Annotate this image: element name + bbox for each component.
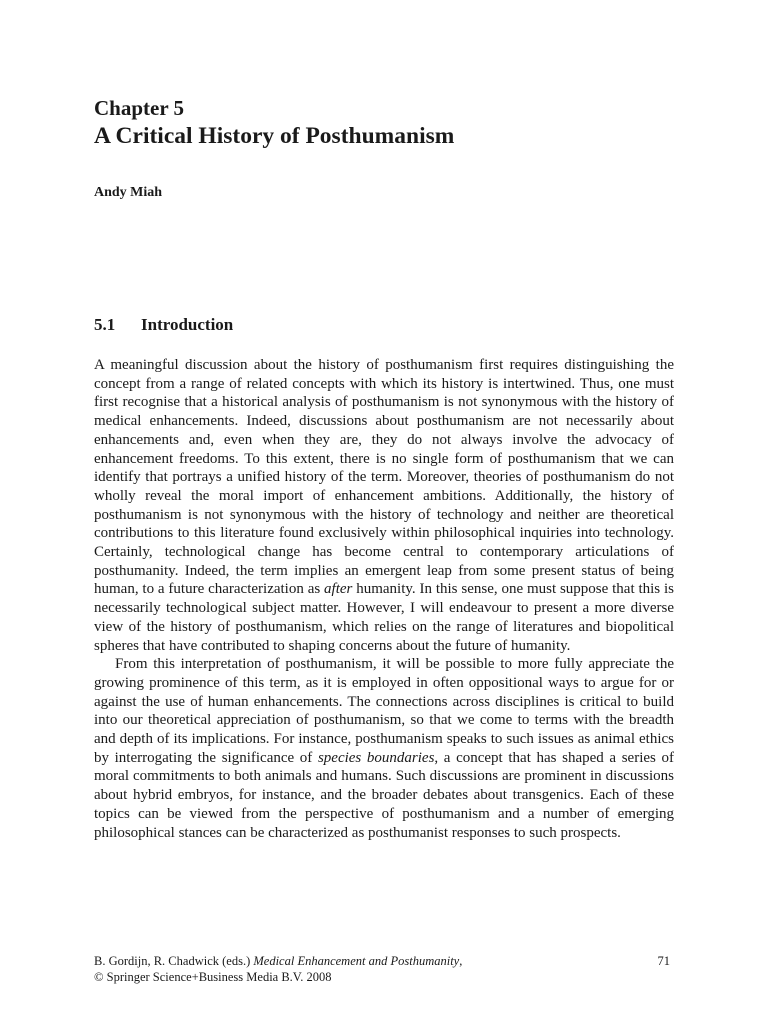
section-heading [94,314,233,336]
chapter-title: A Critical History of Posthumanism [94,123,455,149]
paragraph-1-part-a: A meaningful discussion about the history of posthumanism first requires distinguishing the concept from a range of related concepts with which its history is intertwined. Thus, one must first recognise that a historical analysis of posthumanism is not synonymous with the history of medical enhancements. Indeed, discussions about posthumanism are not necessarily about enhancements and, even when they are, they do not always involve the advocacy of enhancement freedoms. To this extent, there is no single form of posthumanism that we can identify that portrays a unified history of the term. Moreover, theories of posthumanism do not wholly reveal the moral import of enhancement ambitions. Additionally, the history of posthumanism is not synonymous with the history of technology and neither are theoretical contributions to this literature found exclusively within philosophical inquiries into technology. Certainly, technological change has become central to contemporary articulations of posthumanity. Indeed, the term implies an emergent leap from some present status of being human, to a future characterization as [94,357,674,598]
footer-book-title: Medical Enhancement and Posthumanity [253,954,460,968]
paragraph-2-emphasis: species boundaries [317,749,435,766]
book-page [94,0,674,1024]
footer-editors: B. Gordijn, R. Chadwick (eds.) [94,954,254,968]
page-footer [94,953,674,985]
footer-comma: , [459,954,463,968]
footer-citation [94,953,674,969]
paragraph-2-part-a: From this interpretation of posthumanism, it will be possible to more fully appreciate the growing prominence of this term, as it is employed in often oppositional ways to argue for or against the use of human enhancements. The connections across disciplines is critical to build into our theoretical appreciation of posthumanism, so that we come to terms with the breadth and depth of its implications. For instance, posthumanism speaks to such issues as animal ethics by interrogating the significance of [94,656,674,766]
page-number: 71 [657,954,670,968]
section-title: Introduction [141,315,234,334]
chapter-label: Chapter 5 [94,96,185,120]
paragraph-2 [94,655,674,842]
paragraph-2-part-b: , a concept that has shaped a series of moral commitments to both animals and humans. Such discussions are prominent in discussions about hybrid embryos, for instance, and the broader debates about transgenics. Each of these topics can be viewed from the perspective of posthumanism and a number of emerging philosophical stances can be characterized as posthumanist responses to such prospects. [94,749,674,841]
body-text [94,356,674,842]
paragraph-1-part-b: humanity. In this sense, one must suppose that this is necessarily technological subject matter. However, I will endeavour to present a more diverse view of the history of posthumanism, which relies on the range of literatures and biopolitical spheres that have contributed to shaping concerns about the future of humanity. [94,581,674,654]
footer-copyright: © Springer Science+Business Media B.V. 2008 [94,970,332,984]
section-number: 5.1 [94,315,116,334]
paragraph-1-emphasis: after [324,581,353,598]
paragraph-1 [94,356,674,655]
author-name: Andy Miah [94,185,163,200]
